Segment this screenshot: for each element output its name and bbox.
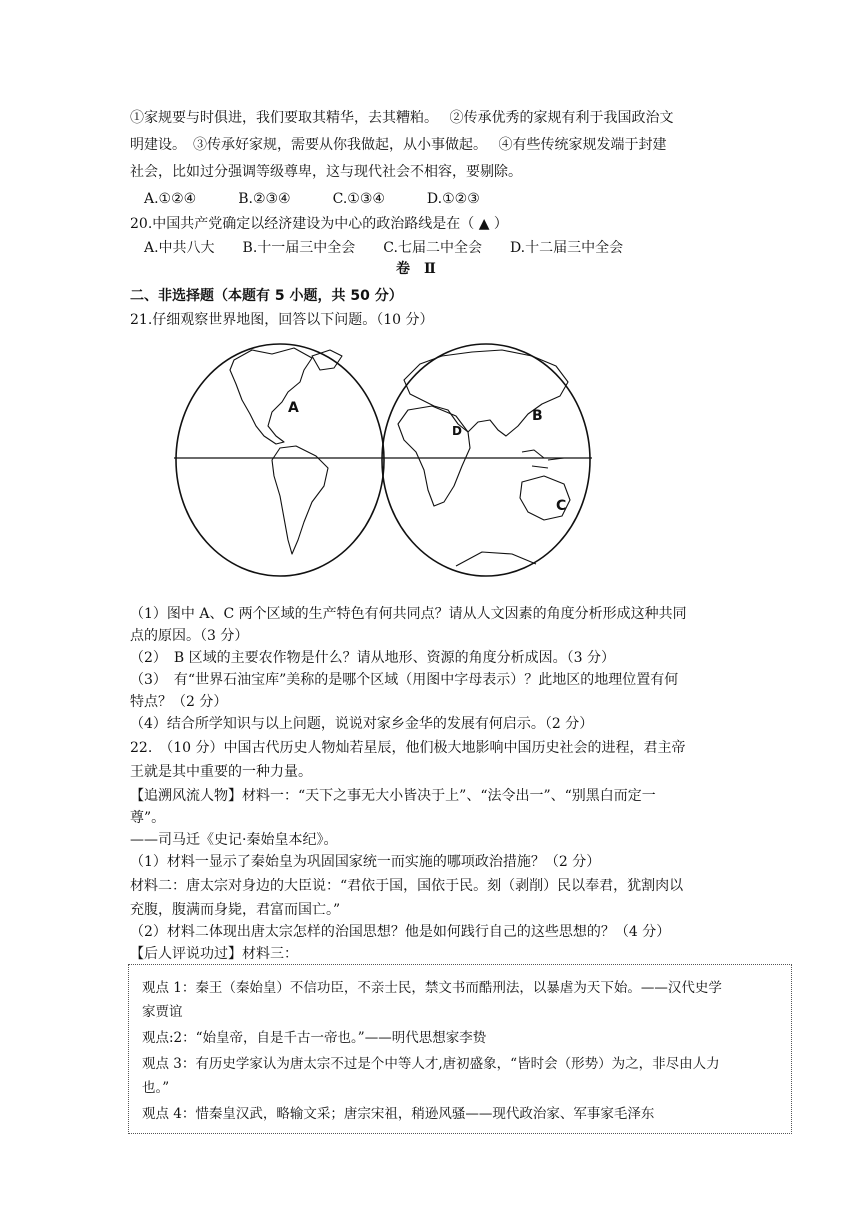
q19-statements-line3: 社会，比如过分强调等级尊卑，这与现代社会不相容，要剔除。 xyxy=(130,164,522,180)
q20-options: A.中共八大 B.十一届三中全会 C.七届二中全会 D.十二届三中全会 xyxy=(144,240,624,256)
north-america-outline xyxy=(230,348,312,444)
south-america-outline xyxy=(272,446,328,554)
southeast-asia-islands xyxy=(522,450,564,468)
eastern-hemisphere-outline xyxy=(382,344,590,576)
view2: 观点:2：“始皇帝，自是千古一帝也。”——明代思想家李贽 xyxy=(142,1030,487,1046)
q20-stem: 20.中国共产党确定以经济建设为中心的政治路线是在（ ▲ ） xyxy=(130,216,508,232)
antarctica-outline xyxy=(456,552,536,566)
q22-intro-line1: 22. （10 分）中国古代历史人物灿若星辰，他们极大地影响中国历史社会的进程，君主帝 xyxy=(130,740,686,756)
section-title: 二、非选择题（本题有 5 小题，共 50 分） xyxy=(130,288,403,304)
q19-statements-line2: 明建设。 ③传承好家规，需要从你我做起，从小事做起。 ④有些传统家规发端于封建 xyxy=(130,137,667,153)
volume-title: 卷 Ⅱ xyxy=(396,261,436,277)
q21-sub3-line1: （3） 有“世界石油宝库”美称的是哪个区域（用图中字母表示）？此地区的地理位置有何 xyxy=(130,672,679,688)
world-map xyxy=(172,340,604,580)
q22-material1-line2: 尊”。 xyxy=(130,810,166,826)
map-label-d: D xyxy=(452,424,462,438)
view4: 观点 4：惜秦皇汉武，略输文采；唐宗宋祖，稍逊风骚——现代政治家、军事家毛泽东 xyxy=(142,1106,655,1122)
q22-material1-source: ——司马迁《史记·秦始皇本纪》。 xyxy=(130,832,338,848)
q21-sub1-line1: （1）图中 A、C 两个区域的生产特色有何共同点？请从人文因素的角度分析形成这种共同 xyxy=(130,606,687,622)
q22-material3-head: 【后人评说功过】材料三： xyxy=(130,946,298,962)
q21-sub3-line2: 特点？（2 分） xyxy=(130,694,228,710)
view3-line2: 也。” xyxy=(142,1080,170,1096)
q22-material1-line1: 【追溯风流人物】材料一：“天下之事无大小皆决于上”、“法令出一”、“别黑白而定一 xyxy=(130,788,656,804)
map-label-b: B xyxy=(532,408,543,424)
q19-statements-line1: ①家规要与时俱进，我们要取其精华，去其糟粕。 ②传承优秀的家规有利于我国政治文 xyxy=(130,110,674,126)
q21-sub1-line2: 点的原因。（3 分） xyxy=(130,628,249,644)
q22-intro-line2: 王就是其中重要的一种力量。 xyxy=(130,764,312,780)
map-label-a: A xyxy=(288,400,299,416)
q21-sub4: （4）结合所学知识与以上问题，说说对家乡金华的发展有何启示。（2 分） xyxy=(130,716,594,732)
q22-sub2: （2）材料二体现出唐太宗怎样的治国思想？他是如何践行自己的这些思想的？（4 分） xyxy=(130,924,671,940)
q21-sub2: （2） B 区域的主要农作物是什么？请从地形、资源的角度分析成因。（3 分） xyxy=(130,650,616,666)
q22-sub1: （1）材料一显示了秦始皇为巩固国家统一而实施的哪项政治措施？（2 分） xyxy=(130,854,601,870)
greenland-outline xyxy=(312,350,342,370)
q22-material2-line1: 材料二：唐太宗对身边的大臣说：“君依于国，国依于民。刻（剥削）民以奉君，犹割肉以 xyxy=(130,878,684,894)
view1-line1: 观点 1：秦王（秦始皇）不信功臣，不亲士民，禁文书而酷刑法，以暴虐为天下始。——汉代史学 xyxy=(142,980,722,996)
africa-outline xyxy=(398,406,470,506)
western-hemisphere-outline xyxy=(176,344,384,576)
q22-material2-line2: 充腹，腹满而身毙，君富而国亡。” xyxy=(130,902,341,918)
q19-options: A.①②④ B.②③④ C.①③④ D.①②③ xyxy=(144,191,480,207)
map-label-c: C xyxy=(556,498,567,514)
view1-line2: 家贾谊 xyxy=(142,1004,183,1020)
view3-line1: 观点 3：有历史学家认为唐太宗不过是个中等人才,唐初盛象，“皆时会（形势）为之，非尽由人力 xyxy=(142,1056,720,1072)
q21-stem: 21.仔细观察世界地图，回答以下问题。（10 分） xyxy=(130,312,434,328)
